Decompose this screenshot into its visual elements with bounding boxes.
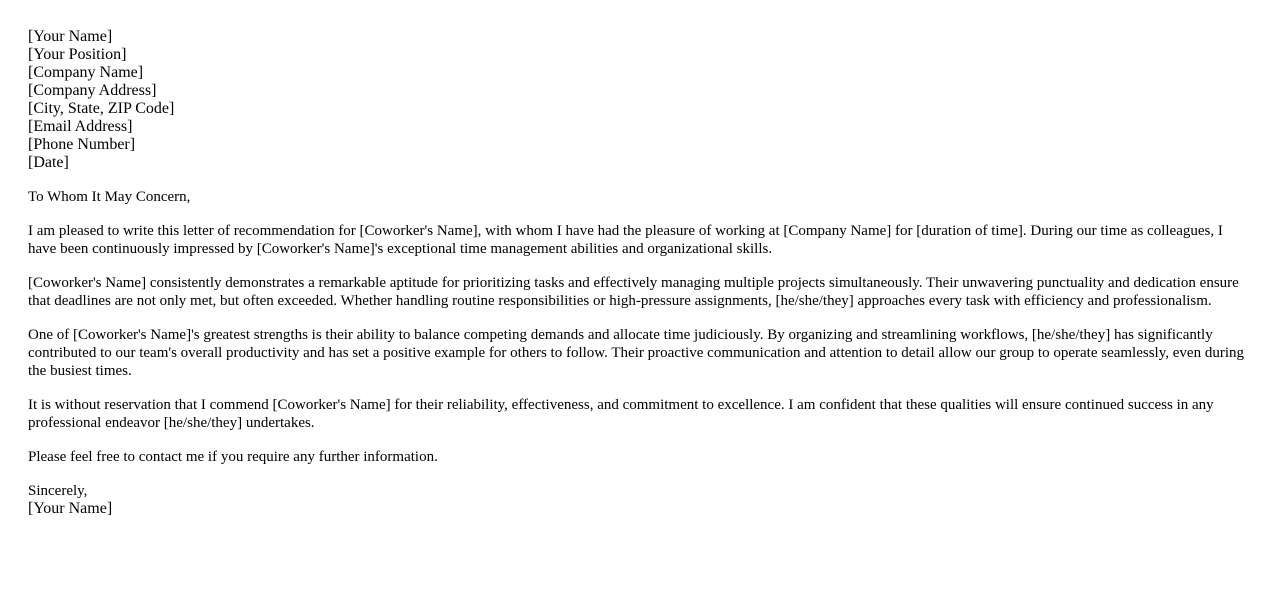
- sender-name: [Your Name]: [28, 28, 113, 45]
- letter-date: [Date]: [28, 154, 69, 171]
- salutation: To Whom It May Concern,: [28, 189, 191, 205]
- closing-block: [28, 482, 1250, 518]
- sender-email: [Email Address]: [28, 118, 133, 135]
- sender-address: [Company Address]: [28, 82, 157, 99]
- body-paragraph-aptitude: [Coworker's Name] consistently demonstrates a remarkable aptitude for prioritizing tasks and effectively managing multiple projects simultaneously. Their unwavering punctuality and dedication ensure that deadlines are not only met, but often exceeded. Whether handling routine responsibilities or high-pressure assignments, [he/she/they] approaches every task with efficiency and professionalism.: [28, 275, 1239, 309]
- body-paragraph-contact: Please feel free to contact me if you require any further information.: [28, 449, 438, 465]
- body-paragraph-intro: I am pleased to write this letter of recommendation for [Coworker's Name], with whom I have had the pleasure of working at [Company Name] for [duration of time]. During our time as colleagues, I have been continuously impressed by [Coworker's Name]'s exceptional time management abilities and organizational skills.: [28, 223, 1223, 257]
- sender-company: [Company Name]: [28, 64, 144, 81]
- sender-position: [Your Position]: [28, 46, 127, 63]
- sender-city-state-zip: [City, State, ZIP Code]: [28, 100, 175, 117]
- body-paragraph-commendation: It is without reservation that I commend [Coworker's Name] for their reliability, effectiveness, and commitment to excellence. I am confident that these qualities will ensure continued success in any professional endeavor [he/she/they] undertakes.: [28, 397, 1214, 431]
- sender-block: [28, 28, 1250, 172]
- sender-phone: [Phone Number]: [28, 136, 136, 153]
- body-paragraph-strengths: One of [Coworker's Name]'s greatest strengths is their ability to balance competing demands and allocate time judiciously. By organizing and streamlining workflows, [he/she/they] has significantly contributed to our team's overall productivity and has set a positive example for others to follow. Their proactive communication and attention to detail allow our group to operate seamlessly, even during the busiest times.: [28, 327, 1244, 379]
- signature-name: [Your Name]: [28, 500, 113, 517]
- valediction: Sincerely,: [28, 483, 88, 499]
